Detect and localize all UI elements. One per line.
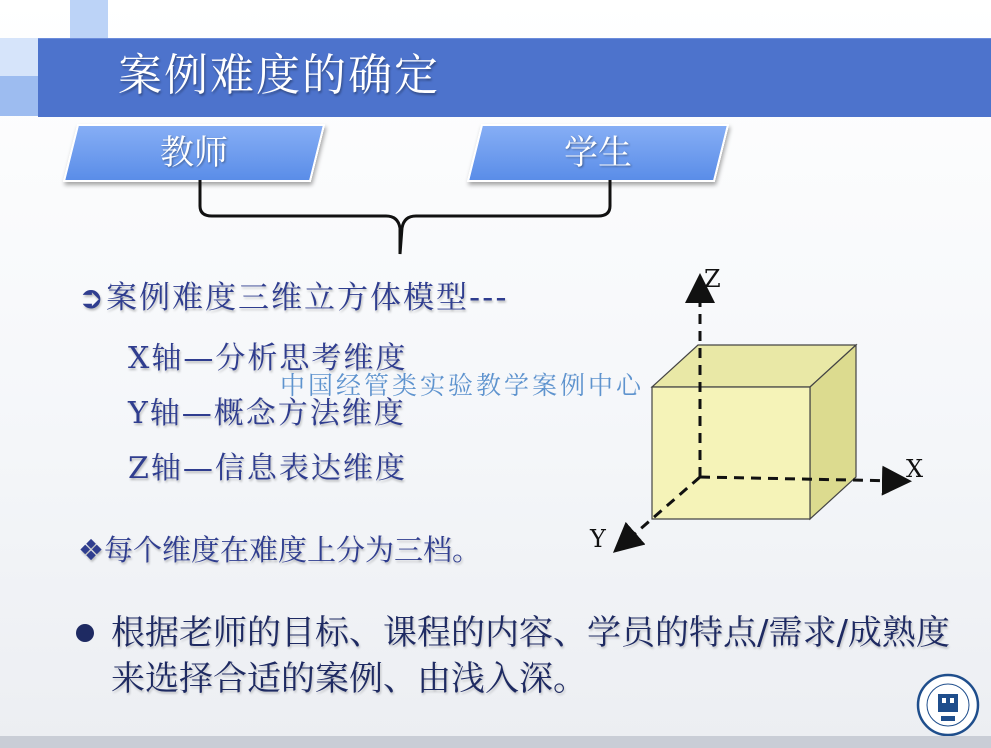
- slide-title: 案例难度的确定: [118, 50, 440, 101]
- cube-diagram: [580, 255, 940, 555]
- footer-bar: [0, 736, 991, 748]
- axis-y-description: Y轴—概念方法维度: [128, 396, 406, 431]
- role-label-student: 学生: [564, 133, 632, 173]
- role-label-teacher: 教师: [160, 133, 228, 173]
- watermark-text: 中国经管类实验教学案例中心: [280, 371, 645, 400]
- levels-note: ❖每个维度在难度上分为三档。: [78, 533, 481, 567]
- x-axis-label: X: [906, 455, 924, 483]
- role-box-teacher: [70, 124, 318, 182]
- axis-x-description: X轴—分析思考维度: [128, 341, 408, 376]
- university-seal-logo: [914, 672, 982, 738]
- y-axis-label: Y: [590, 525, 606, 553]
- cube-front-face: [652, 387, 810, 519]
- axis-z-description: Z轴—信息表达维度: [128, 451, 407, 486]
- bullet-paragraph: 根据老师的目标、课程的内容、学员的特点/需求/成熟度来选择合适的案例、由浅入深。: [111, 613, 950, 699]
- role-box-student: [474, 124, 722, 182]
- model-heading: ➲案例难度三维立方体模型---: [78, 280, 509, 316]
- bullet-dot: [76, 624, 94, 642]
- brace-connector: [190, 178, 620, 258]
- z-axis-label: Z: [704, 265, 721, 293]
